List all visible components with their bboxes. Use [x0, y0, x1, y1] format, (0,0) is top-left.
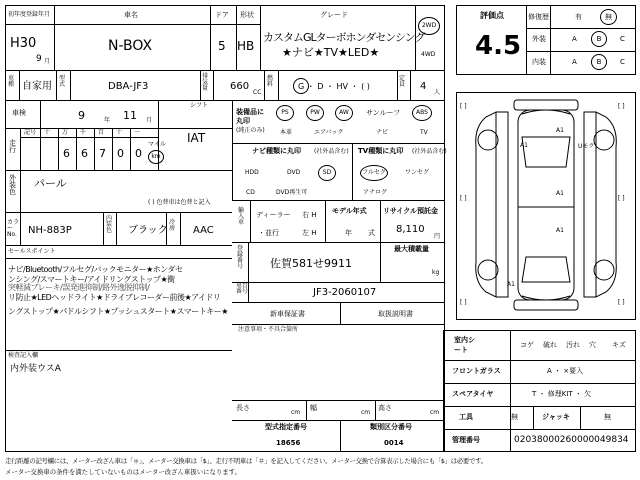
new-car-warranty: 新車保証書	[270, 310, 305, 318]
equipment-subtitle: (純正のみ)	[236, 127, 265, 134]
displacement-label: 排気量	[202, 73, 209, 92]
drive-2wd-circle: 2WD	[418, 17, 440, 35]
sales-point-line1: ナビ/Bluetooth/フルセグ/バックモニター★ホンダセ	[8, 265, 183, 274]
mileage-digit-header: 十	[44, 129, 51, 136]
interior-sheet-item: 汚れ	[566, 341, 580, 349]
chassis-value: JF3-2060107	[313, 287, 377, 298]
vehicle-type: 自家用	[22, 81, 52, 92]
windshield-value: A ・ ×要入	[547, 367, 584, 375]
capacity-label: 定員	[399, 75, 406, 88]
diagram-bracket: [ ]	[460, 103, 467, 110]
car-name-label: 車名	[124, 11, 138, 19]
mileage-km-circle: km	[148, 150, 164, 164]
tv-item: ワンセグ	[405, 169, 430, 176]
mileage-digit: 6	[81, 147, 88, 160]
grade-label: グレード	[320, 11, 348, 19]
fuel-selected-circle	[293, 78, 309, 94]
height-label: 高さ	[378, 404, 392, 412]
model-year-suffix: 式	[368, 229, 375, 237]
ac-label: 冷房	[169, 219, 176, 232]
inspector-label: 検査記入欄	[8, 352, 39, 359]
mileage-digit: 7	[99, 147, 106, 160]
equipment-item: 本革	[280, 129, 293, 136]
diagram-bracket: [ ]	[460, 299, 467, 306]
capacity-unit: 人	[434, 89, 441, 96]
equipment-title: 装備品に丸印	[236, 108, 264, 125]
grade-option-selected: B	[591, 31, 607, 47]
model-year-unit: 年	[345, 229, 352, 237]
navi-item: DVD再生可	[276, 189, 308, 196]
damage-mark-2: A1	[520, 142, 528, 149]
inspection-year: 9	[78, 109, 85, 122]
navi-item: SD	[318, 165, 336, 181]
spare-label: スペアタイヤ	[452, 390, 494, 398]
notes-label: 注意事項・不具合箇所	[238, 326, 299, 333]
body-type: HB	[237, 39, 255, 53]
mileage-digit-header: 万	[62, 129, 69, 136]
inspection-month: 11	[123, 109, 137, 122]
interior-label: 内装	[532, 58, 546, 66]
inspection-label: 車検	[12, 109, 26, 117]
grade-line1: カスタムGLターボホンダセンシング	[263, 31, 425, 44]
sales-point-line2: ンシング/スマートキー/アイドリングストップ★衝	[8, 275, 175, 284]
grade-option: C	[620, 35, 625, 43]
length-unit: cm	[291, 409, 301, 416]
equipment-item: PS	[276, 105, 294, 121]
recycle-unit: 円	[434, 233, 441, 240]
color-code-label: カラー No.	[7, 219, 20, 238]
mileage-column-divider	[76, 128, 77, 170]
navi-item: DVD	[287, 169, 301, 176]
interior-color-label: 内装色	[106, 215, 113, 234]
tv-item: アナログ	[363, 189, 388, 196]
admin-value: 02038000260000049834	[514, 435, 629, 445]
width-unit: cm	[361, 409, 371, 416]
spare-value: T ・ 修理KIT ・ 欠	[532, 390, 592, 398]
repair-no: 無	[605, 13, 612, 21]
car-outline-diagram	[456, 92, 636, 320]
damage-mark-5: A1	[556, 227, 564, 234]
windshield-label: フロントガラス	[452, 367, 501, 375]
mileage-column-divider	[40, 128, 41, 170]
interior-color: ブラック	[128, 225, 168, 236]
inspector-value: 内外装ウスA	[10, 364, 61, 374]
interior-sheet-item: コゲ	[520, 341, 534, 349]
tv-item: フルセグ	[360, 165, 388, 181]
sales-point-line3: 突軽減ブレーキ/誤発進抑制/路外逸脱抑制/	[8, 283, 150, 292]
fuel-label: 燃料	[267, 75, 274, 88]
sales-point-line4: リ防止★LEDヘッドライト★ドライブレコーダー前後★アイドリ	[8, 293, 221, 302]
capacity: 4	[420, 81, 427, 92]
inspection-month-unit: 月	[146, 117, 153, 124]
shift-value: IAT	[187, 131, 206, 145]
mileage-digit-header: 百	[98, 129, 105, 136]
repair-label: 修復歴	[528, 13, 549, 21]
navi-item: CD	[246, 189, 255, 196]
jack-label: ジャッキ	[542, 413, 570, 421]
equipment-item: TV	[420, 129, 428, 136]
fuel-options: G ・ D ・ HV ・ ( )	[298, 82, 370, 91]
grade-option-selected: B	[591, 54, 607, 70]
tools-label: 工具	[459, 413, 473, 421]
length-label: 長さ	[236, 404, 250, 412]
grade-option: C	[620, 58, 625, 66]
equipment-item: AW	[335, 105, 353, 121]
model-label: 型式	[59, 75, 66, 88]
color-value: パール	[34, 177, 67, 190]
grade-option: A	[572, 58, 577, 66]
diagram-bracket: [ ]	[618, 103, 625, 110]
navi-subtitle: (社外品含む)	[314, 148, 349, 155]
door-label: ドア	[215, 11, 229, 19]
recycle-value: 8,110	[396, 224, 425, 235]
navi-title: ナビ種類に丸印	[252, 147, 301, 155]
manual: 取扱説明書	[378, 310, 413, 318]
interior-sheet-label: 室内シート	[454, 336, 475, 354]
import-left: 左 H	[302, 229, 317, 237]
color-note: ( ) 色替車は色替と記入	[148, 199, 211, 206]
color-label: 外装色	[9, 174, 16, 196]
mileage-digit-header: 一	[134, 129, 141, 136]
first-reg-era-year: H30	[10, 36, 37, 51]
equipment-item: サンルーフ	[366, 109, 401, 117]
body-label: 形状	[240, 11, 254, 19]
max-load-label: 最大積載量	[394, 245, 429, 253]
admin-label: 管理番号	[452, 436, 480, 444]
mileage-digit-header: 記号	[24, 129, 37, 136]
import-label: 輸入車	[238, 207, 245, 226]
mileage-column-divider	[58, 128, 59, 170]
footer-line1: 走行距離の記号欄には、メーター改ざん車は「＊」、メーター交換車は「$」、走行不明車は「＃」を記入してください。メーター交換で合算表示した場合にも「$」は必要です。	[5, 457, 487, 465]
mileage-label: 走行	[9, 139, 16, 154]
diagram-bracket: [ ]	[618, 195, 625, 202]
repair-yes: 有	[575, 13, 582, 21]
class-code-value: 0014	[384, 439, 404, 447]
mileage-digit-header: 十	[116, 129, 123, 136]
repair-no-circle	[600, 9, 617, 25]
sales-point-line5: ングストップ★パドルシフト★プッシュスタート★スマートキー★	[8, 307, 228, 316]
import-parallel: ・並行	[258, 229, 279, 237]
diagram-bracket: [ ]	[460, 195, 467, 202]
import-dealer: ディーラー	[256, 211, 291, 219]
inspection-year-unit: 年	[104, 117, 111, 124]
tools-value: 無	[511, 413, 518, 421]
equipment-item: エアバック	[314, 129, 344, 136]
mileage-column-divider	[130, 128, 131, 170]
mileage-digit-header: 千	[80, 129, 87, 136]
score-value: 4.5	[475, 31, 522, 61]
width-label: 幅	[310, 404, 317, 412]
height-unit: cm	[430, 409, 440, 416]
mileage-digit: 0	[117, 147, 124, 160]
import-right: 右 H	[302, 211, 317, 219]
shift-label: シフト	[190, 102, 209, 109]
sales-point-label: セールスポイント	[8, 248, 56, 255]
grade-option: A	[572, 35, 577, 43]
recycle-label: リサイクル預託金	[383, 207, 439, 215]
doors: 5	[218, 39, 226, 53]
displacement: 660	[230, 81, 250, 92]
plate-label: 登録番号	[237, 245, 244, 270]
first-reg-month-unit: 月	[44, 58, 51, 65]
grade-line2: ★ナビ★TV★LED★	[282, 46, 380, 59]
cc-unit: CC	[253, 89, 262, 96]
equipment-item: ナビ	[376, 129, 389, 136]
jack-value: 無	[604, 413, 611, 421]
mileage-column-divider	[94, 128, 95, 170]
equipment-item: PW	[306, 105, 324, 121]
damage-mark-1: A1	[556, 127, 564, 134]
car-name: N-BOX	[108, 38, 153, 54]
damage-mark-4: A1	[556, 190, 564, 197]
ac-value: AAC	[193, 225, 214, 236]
tv-subtitle: (社外品含む)	[412, 148, 447, 155]
class-code-label: 類別区分番号	[370, 423, 412, 431]
first-reg-label: 初年度登録年月	[8, 11, 51, 18]
mileage-unit-mile: マイル	[148, 141, 166, 148]
first-reg-month: 9	[36, 54, 42, 64]
tv-title: TV種類に丸印	[358, 147, 404, 155]
drive-4wd: 4WD	[421, 51, 436, 58]
damage-mark-3: Uモク	[578, 143, 595, 150]
footer-line2: メーター交換車の条件を満たしていないものはメーター改ざん車扱いになります。	[5, 468, 241, 476]
damage-mark-6: A1	[507, 281, 515, 288]
model: DBA-JF3	[108, 81, 149, 92]
color-code-value: NH-883P	[28, 225, 72, 236]
interior-sheet-item: 穴	[589, 341, 596, 349]
interior-sheet-item: キズ	[612, 341, 626, 349]
interior-sheet-item: 破れ	[543, 341, 557, 349]
navi-item: HDD	[245, 169, 259, 176]
mileage-column-divider	[112, 128, 113, 170]
equipment-item: ABS	[412, 105, 432, 121]
score-label: 評価点	[480, 11, 504, 20]
model-year-label: モデル年式	[332, 207, 367, 215]
chassis-label: 車台番号	[236, 282, 249, 295]
mileage-digit: 6	[63, 147, 70, 160]
vehicle-type-label: 車種	[8, 75, 15, 88]
diagram-bracket: [ ]	[618, 299, 625, 306]
mileage-digit: 0	[135, 147, 142, 160]
plate-value: 佐賀581せ9911	[270, 257, 352, 270]
type-code-label: 型式指定番号	[265, 423, 307, 431]
type-code-value: 18656	[276, 439, 301, 447]
max-load-unit: kg	[432, 269, 440, 276]
exterior-label: 外装	[532, 35, 546, 43]
